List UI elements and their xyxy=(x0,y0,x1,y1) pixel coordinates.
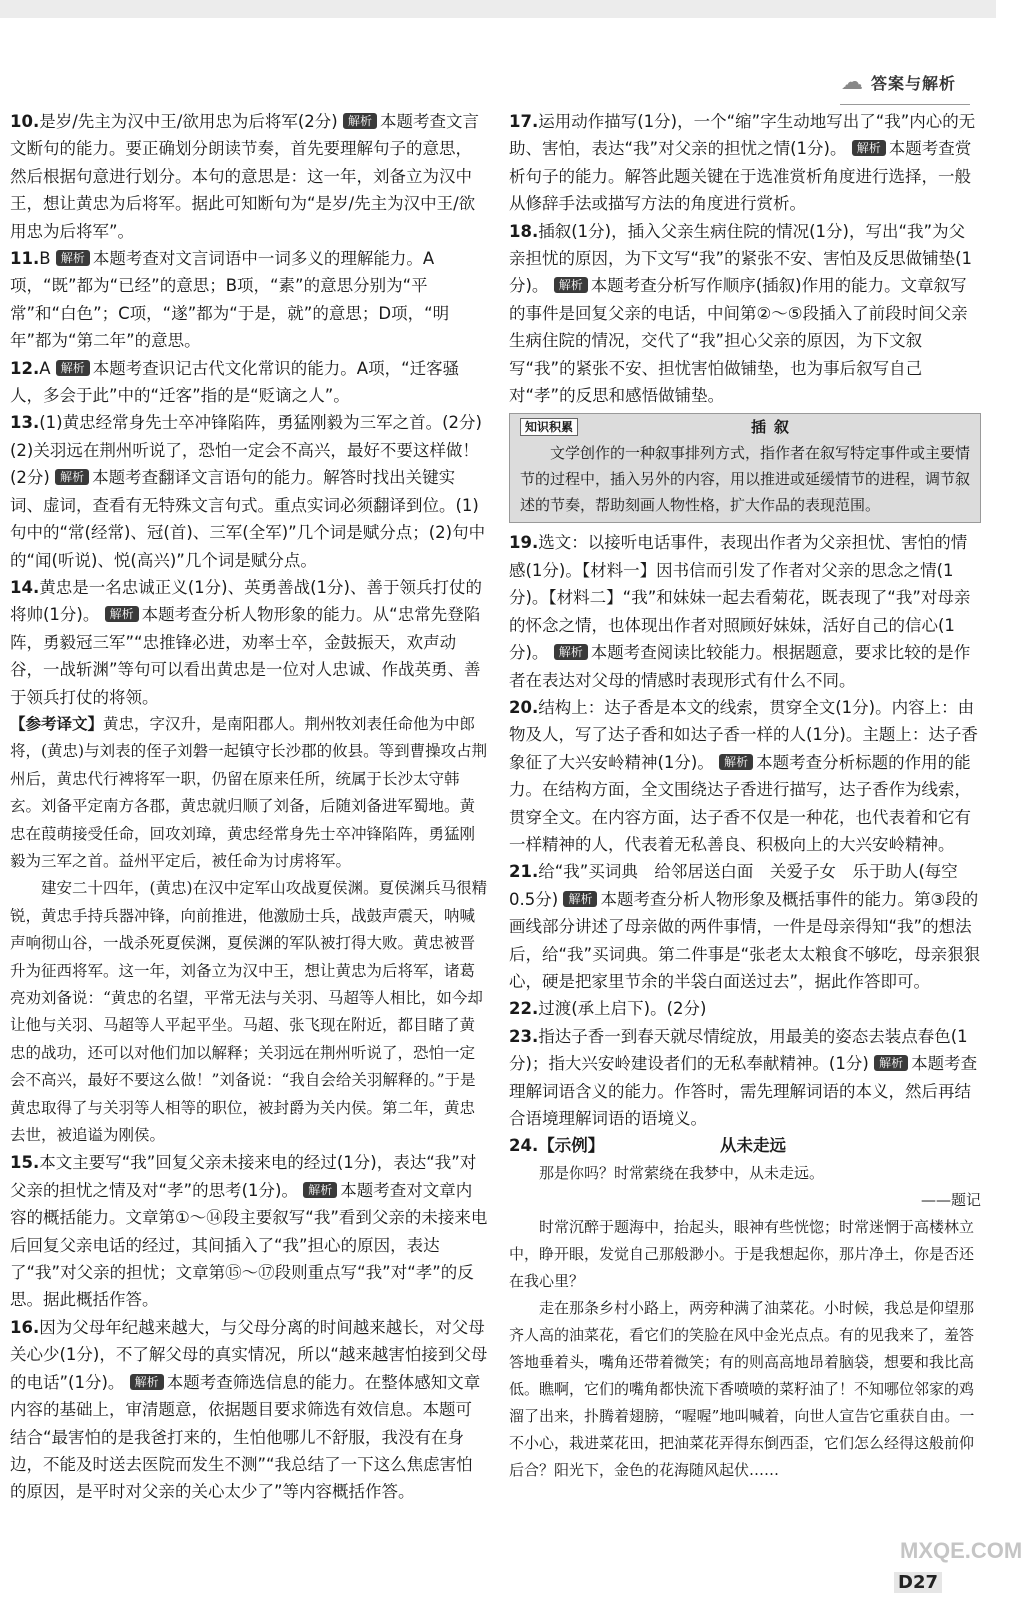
answer-text: 运用动作描写(1分)，一个“缩”字生动地写出了“我”内心的无助、害怕，表达“我”对父亲的担忧之情(1分)。 xyxy=(509,112,976,159)
analysis-text: 本题考查翻译文言语句的能力。解答时找出关键实词、虚词，查看有无特殊文言句式。重点实词必须翻译到位。(1)句中的“常(经常)、冠(首)、三军(全军)”几个词是赋分点；(2)句中的“闻(听说)、悦(高兴)”几个词是赋分点。 xyxy=(10,468,486,570)
answer-item xyxy=(509,995,981,1022)
analysis-tag: 解析 xyxy=(130,1374,164,1390)
answer-item xyxy=(509,108,981,218)
answer-number: 23. xyxy=(509,1026,539,1046)
analysis-text: 本题考查文言文断句的能力。要正确划分朗读节奏，首先要理解句子的意思，然后根据句意进行划分。本句的意思是：这一年，刘备立为汉中王，想让黄忠为后将军。据此可知断句为“是岁/先主为汉中王/欲用忠为后将军”。 xyxy=(10,112,479,241)
analysis-tag: 解析 xyxy=(719,754,753,770)
reference-paragraph-1: 【参考译文】黄忠，字汉升，是南阳郡人。荆州牧刘表任命他为中郎将，(黄忠)与刘表的侄子刘磐一起镇守长沙郡的攸县。等到曹操攻占荆州后，黄忠代行裨将军一职，仍留在原来任所，统属于长沙太守韩玄。刘备平定南方各郡，黄忠就归顺了刘备，后随刘备进军蜀地。黄忠在葭萌接受任命，回攻刘璋，黄忠经常身先士卒冲锋陷阵，勇猛刚毅为三军之首。益州平定后，被任命为讨虏将军。 xyxy=(10,714,488,870)
answer-text: 本文主要写“我”回复父亲未接来电的经过(1分)，表达“我”对父亲的担忧之情及对“孝”的思考(1分)。 xyxy=(10,1153,477,1200)
answer-item xyxy=(10,108,488,245)
answer-item xyxy=(10,1149,488,1313)
answer-text: 因为父母年纪越来越大，与父母分离的时间越来越长，对父母关心少(1分)，不了解父母的真实情况，所以“越来越害怕接到父母的电话”(1分)。 xyxy=(10,1317,488,1392)
left-answer-list-2 xyxy=(10,1149,488,1505)
left-column xyxy=(10,108,499,1506)
header-title: 答案与解析 xyxy=(870,73,956,93)
analysis-text: 本题考查识记古代文化常识的能力。A项，“迁客骚人，多会于此”中的“迁客”指的是“贬谪之人”。 xyxy=(10,358,460,406)
answer-text: 过渡(承上启下)。(2分) xyxy=(538,999,707,1019)
top-strip xyxy=(0,0,996,18)
example-essay xyxy=(509,1132,981,1483)
answer-number: 22. xyxy=(509,999,539,1019)
answer-number: 11. xyxy=(10,249,40,269)
analysis-text: 本题考查理解词语含义的能力。作答时，需先理解词语的本义，然后再结合语境理解词语的语境义。 xyxy=(509,1054,978,1128)
analysis-text: 本题考查分析人物形象的能力。从“忠常先登陷阵，勇毅冠三军”“忠推锋必进，劝率士卒，金鼓振天，欢声动谷，一战斩渊”等句可以看出黄忠是一位对人忠诚、作战英勇、善于领兵打仗的将领。 xyxy=(10,605,481,707)
analysis-tag: 解析 xyxy=(303,1182,337,1198)
reference-paragraph-2: 建安二十四年，(黄忠)在汉中定军山攻战夏侯渊。夏侯渊兵马很精锐，黄忠手持兵器冲锋，向前推进，他激励士兵，战鼓声震天，呐喊声响彻山谷，一战杀死夏侯渊，夏侯渊的军队被打得大败。黄忠被晋升为征西将军。这一年，刘备立为汉中王，想让黄忠为后将军，诸葛亮劝刘备说：“黄忠的名望，平常无法与关羽、马超等人相比，如今却让他与关羽、马超等人平起平坐。马超、张飞现在附近，都目睹了黄忠的战功，还可以对他们加以解释；关羽远在荆州听说了，恐怕一定会不高兴，最好不要这么做！”刘备说：“我自会给关羽解释的。”于是黄忠取得了与关羽等人相等的职位，被封爵为关内侯。第二年，黄忠去世，被追谥为刚侯。 xyxy=(10,879,488,1145)
answer-item xyxy=(509,1023,981,1133)
knowledge-tag: 知识积累 xyxy=(520,418,578,436)
analysis-tag: 解析 xyxy=(55,469,89,485)
answer-text: 指达子香一到春天就尽情绽放，用最美的姿态去装点春色(1分)；指大兴安岭建设者们的无私奉献精神。(1分) xyxy=(509,1026,968,1074)
answer-number: 16. xyxy=(10,1317,40,1337)
answer-number: 19. xyxy=(509,533,539,553)
answer-number: 21. xyxy=(509,862,539,882)
page-header xyxy=(841,62,956,102)
analysis-tag: 解析 xyxy=(554,277,588,293)
answer-number: 13. xyxy=(10,413,40,433)
answer-text: 是岁/先主为汉中王/欲用忠为后将军(2分) xyxy=(39,112,338,131)
page-number: D27 xyxy=(894,1572,942,1593)
essay-paragraph-2: 走在那条乡村小路上，两旁种满了油菜花。小时候，我总是仰望那齐人高的油菜花，看它们的笑脸在风中金光点点。有的见我来了，羞答答地垂着头，嘴角还带着微笑；有的则高高地昂着脑袋，想要和我比高低。瞧啊，它们的嘴角都快流下香喷喷的菜籽油了！不知哪位邻家的鸡溜了出来，扑腾着翅膀，“喔喔”地叫喊着，向世人宣告它重获自由。一不小心，栽进菜花田，把油菜花弄得东倒西歪，它们怎么经得这般前仰后合？阳光下，金色的花海随风起伏…… xyxy=(509,1298,975,1479)
reference-label: 【参考译文】 xyxy=(10,714,104,733)
answer-number: 10. xyxy=(10,112,40,131)
analysis-tag: 解析 xyxy=(874,1055,908,1071)
answer-item xyxy=(509,218,981,410)
answer-text: A xyxy=(39,358,51,378)
reference-translation xyxy=(10,711,488,1150)
answer-item xyxy=(10,245,488,355)
essay-paragraph-1: 时常沉醉于题海中，抬起头，眼神有些恍惚；时常迷惘于高楼林立中，睁开眼，发觉自己那般渺小。于是我想起你，那片净土，你是否还在我心里？ xyxy=(509,1217,975,1290)
answer-text: 结构上：达子香是本文的线索，贯穿全文(1分)。内容上：由物及人，写了达子香和如达子香一样的人(1分)。主题上：达子香象征了大兴安岭精神(1分)。 xyxy=(509,697,978,772)
answer-item xyxy=(10,1314,488,1506)
knowledge-box-header xyxy=(520,414,970,440)
essay-body xyxy=(509,1160,981,1484)
right-answer-list-2 xyxy=(509,529,981,1132)
answer-text: 黄忠是一名忠诚正义(1分)、英勇善战(1分)、善于领兵打仗的将帅(1分)。 xyxy=(10,577,482,625)
analysis-text: 本题考查筛选信息的能力。在整体感知文章内容的基础上，审清题意，依据题目要求筛选有效信息。本题可结合“最害怕的是我爸打来的，生怕他哪儿不舒服，我没有在身边，不能及时送去医院而发生不测”“我总结了一下这么焦虑害怕的原因，是平时对父亲的关心太少了”等内容概括作答。 xyxy=(10,1372,481,1502)
answer-text: 插叙(1分)，插入父亲生病住院的情况(1分)，写出“我”为父亲担忧的原因，为下文写“我”的紧张不安、害怕及反思做铺垫(1分)。 xyxy=(509,221,973,296)
answer-number: 20. xyxy=(509,697,539,717)
knowledge-title: 插叙 xyxy=(751,418,798,437)
analysis-tag: 解析 xyxy=(56,360,90,376)
example-heading: 24.【示例】 从未走远 xyxy=(509,1136,786,1156)
answer-item xyxy=(10,355,488,410)
essay-epigraph-sign: ——题记 xyxy=(920,1190,981,1209)
header-divider xyxy=(840,104,970,105)
watermark: MXQE.COM xyxy=(900,1538,1022,1563)
answer-item xyxy=(10,409,499,573)
person-cloud-icon: ☁ xyxy=(840,69,863,95)
example-title: 从未走远 xyxy=(719,1136,786,1156)
analysis-text: 本题考查分析标题的作用的能力。在结构方面，全文围绕达子香进行描写，达子香作为线索，贯穿全文。在内容方面，达子香不仅是一种花，也代表着和它有一样精神的人，代表着无私善良、积极向上的大兴安岭精神。 xyxy=(509,752,971,854)
left-answer-list xyxy=(10,108,499,711)
right-answer-list xyxy=(509,108,981,409)
analysis-tag: 解析 xyxy=(105,606,139,622)
answer-text: (1)黄忠经常身先士卒冲锋陷阵，勇猛刚毅为三军之首。(2分) (2)关羽远在荆州听说了，恐怕一定会不高兴，最好不要这样做！(2分) xyxy=(10,413,499,488)
right-column xyxy=(509,108,981,1484)
analysis-text: 本题考查对文言词语中一词多义的理解能力。A项，“既”都为“已经”的意思；B项，“素”的意思分别为“平常”和“白色”；C项，“遂”都为“于是，就”的意思；D项，“明年”都为“第二年”的意思。 xyxy=(10,249,450,351)
analysis-text: 本题考查分析写作顺序(插叙)作用的能力。文章叙写的事件是回复父亲的电话，中间第②～⑤段插入了前段时间父亲生病住院的情况，交代了“我”担心父亲的原因，为下文叙写“我”的紧张不安、担忧害怕做铺垫，也为事后叙写自己对“孝”的反思和感悟做铺垫。 xyxy=(509,276,968,406)
analysis-text: 本题考查阅读比较能力。根据题意，要求比较的是作者在表达对父母的情感时表现形式有什么不同。 xyxy=(509,643,971,690)
answer-item xyxy=(509,694,981,858)
analysis-tag: 解析 xyxy=(554,644,588,660)
answer-number: 17. xyxy=(509,112,539,131)
answer-text: 给“我”买词典 给邻居送白面 关爱子女 乐于助人(每空0.5分) xyxy=(509,862,958,909)
analysis-text: 本题考查赏析句子的能力。解答此题关键在于选准赏析角度进行选择，一般从修辞手法或描写方法的角度进行赏析。 xyxy=(509,139,972,214)
essay-epigraph: 那是你吗？时常萦绕在我梦中，从未走远。 xyxy=(539,1163,825,1182)
answer-number: 14. xyxy=(10,577,40,597)
answer-number: 15. xyxy=(10,1153,40,1173)
analysis-tag: 解析 xyxy=(56,250,90,266)
answer-number: 12. xyxy=(10,358,40,378)
analysis-text: 本题考查对文章内容的概括能力。文章第①～⑭段主要叙写“我”看到父亲的未接来电后回复父亲电话的经过，其间插入了“我”担心的原因，表达了“我”对父亲的担忧；文章第⑮～⑰段则重点写“我”对“孝”的反思。据此概括作答。 xyxy=(10,1180,488,1310)
answer-item xyxy=(10,574,488,711)
answer-item xyxy=(509,529,981,693)
answer-text: 选文：以接听电话事件，表现出作者为父亲担忧、害怕的情感(1分)。【材料一】因书信而引发了作者对父亲的思念之情(1分)。【材料二】“我”和妹妹一起去看菊花，既表现了“我”对母亲的怀念之情，也体现出作者对照顾好妹妹，活好自己的信心(1分)。 xyxy=(509,533,971,663)
analysis-text: 本题考查分析人物形象及概括事件的能力。第③段的画线部分讲述了母亲做的两件事情，一件是母亲得知“我”的想法后，给“我”买词典。第二件事是“张老太太粮食不够吃，母亲狠狠心，硬是把家里节余的半袋白面送过去”，据此作答即可。 xyxy=(509,889,981,991)
answer-item xyxy=(509,858,981,995)
knowledge-body: 文学创作的一种叙事排列方式，指作者在叙写特定事件或主要情节的过程中，插入另外的内容，用以推进或延缓情节的进程，调节叙述的节奏，帮助刻画人物性格，扩大作品的表现范围。 xyxy=(520,444,971,515)
answer-number: 18. xyxy=(509,221,539,241)
analysis-tag: 解析 xyxy=(852,140,886,156)
knowledge-box xyxy=(509,413,981,523)
analysis-tag: 解析 xyxy=(343,113,377,129)
analysis-tag: 解析 xyxy=(563,891,597,907)
answer-text: B xyxy=(39,249,51,269)
